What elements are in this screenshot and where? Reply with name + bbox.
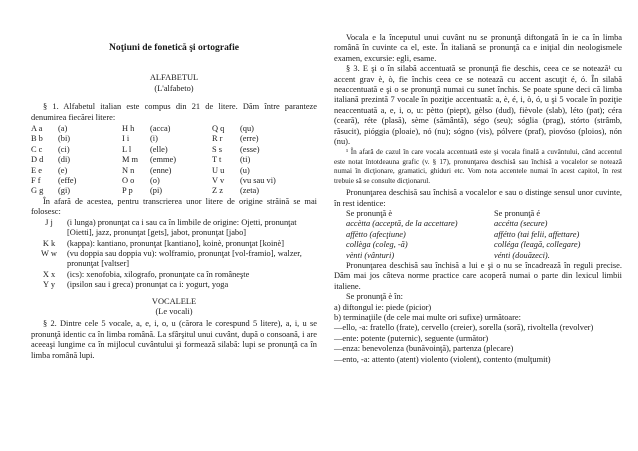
pair-row xyxy=(334,219,622,229)
alphabet-cell: M m xyxy=(122,155,139,165)
alphabet-cell: C c xyxy=(31,144,43,154)
foreign-letter-item xyxy=(31,280,317,290)
pair-row xyxy=(334,230,622,240)
pair-open-word: accètta (acceptă, de la accettare) xyxy=(346,219,458,229)
foreign-letter-key: Y y xyxy=(42,280,56,290)
pair-open-word: vènti (vânturi) xyxy=(346,250,395,260)
alphabet-row xyxy=(31,145,317,155)
foreign-letter-item xyxy=(31,218,317,239)
pair-closed-word: accétta (secure) xyxy=(494,219,548,229)
rules-list-item: —enza: benevolenza (bunăvoinţă), partenza (plecare) xyxy=(334,344,514,354)
alphabet-cell: (emme) xyxy=(150,155,177,165)
rules-list xyxy=(334,303,622,365)
alphabet-cell: V v xyxy=(212,176,225,186)
alphabet-cell: G g xyxy=(31,186,44,196)
foreign-letter-item xyxy=(31,249,317,270)
alphabet-cell: Z z xyxy=(212,186,223,196)
alphabet-cell: R r xyxy=(212,134,223,144)
distinction-paragraph: Pronunţarea deschisă sau închisă a vocalelor e sau o distinge sensul unor cuvinte, în rest identice: xyxy=(334,188,622,208)
left-column xyxy=(31,0,317,361)
alphabet-cell: E e xyxy=(31,165,42,175)
footnote: ¹ În afară de cazul în care vocala accentuată este şi vocala finală a cuvântului, când accentul este notat întotdeauna grafic (v. § 17), pronunţarea deschisă sau închisă a vocalelor se notează numai în dicţionare, gramatici, ghiduri etc. Vom nota accentele numai în acest capitol, în rest trebuie să se consulte dicţionarul. xyxy=(334,148,622,185)
alphabet-cell: (elle) xyxy=(150,144,168,154)
alphabet-cell: O o xyxy=(122,176,135,186)
rules-list-item: —ente: potente (puternic), seguente (următor) xyxy=(334,333,489,343)
alphabet-cell: H h xyxy=(122,124,135,134)
alphabet-cell: (a) xyxy=(58,124,68,134)
right-column xyxy=(334,33,622,365)
foreign-letters-list xyxy=(31,218,317,291)
pair-open-word: collèga (coleg, -ă) xyxy=(346,240,408,250)
pairs-header-open: Se pronunţă è xyxy=(346,208,393,218)
page-title: Noţiuni de fonetică şi ortografie xyxy=(108,42,240,53)
alphabet-row xyxy=(31,155,317,165)
alphabet-cell: (di) xyxy=(58,155,71,165)
pair-row xyxy=(334,240,622,250)
alphabet-cell: (u) xyxy=(240,165,250,175)
vocalele-heading: VOCALELE xyxy=(151,296,197,306)
foreign-letter-key: J j xyxy=(45,217,53,227)
pairs-header-closed: Se pronunţă é xyxy=(494,208,541,218)
alphabet-cell: (pi) xyxy=(150,186,163,196)
foreign-letter-key: K k xyxy=(42,238,56,248)
section-3-paragraph: § 3. E şi o în silabă accentuată se pronunţă fie deschis, ceea ce se notează¹ cu accent grav è, ò, fie închis ceea ce se notează cu accent ascuţit é, ó. În silabă neaccentuată e şi o se pronunţă numai cu sunet închis. Se poate spune deci că limba italiană prezintă 7 vocale în poziţie accentuată: a, è, é, i, ò, ó, u şi 5 vocale în poziţie neaccentuată a, e, i, o, u: pètto (piept), gèlso (dud), fièvole (slab), léto (pat); céra (ceară), réte (plasă), sème (sământă), ségo (seu); sóglia (prag), stórto (strâmb, răsucit), pióggia (ploaie), nó (nu); sógno (vis), pólvere (praf), piovóso (ploios), nón (nu). xyxy=(334,64,622,147)
pairs-header xyxy=(334,209,622,219)
rules-list-item: —ento, -a: attento (atent) violento (violent), contento (mulţumit) xyxy=(334,354,551,364)
rules-list-item: a) diftongul ie: piede (picior) xyxy=(334,302,432,312)
pairs-list xyxy=(334,219,622,261)
alphabet-cell: B b xyxy=(31,134,43,144)
alphabet-cell: (effe) xyxy=(58,176,77,186)
foreign-letter-key: X x xyxy=(42,269,56,279)
alphabet-cell: D d xyxy=(31,155,44,165)
pair-closed-word: colléga (leagă, collegare) xyxy=(494,240,581,250)
alphabet-cell: (gi) xyxy=(58,186,71,196)
alphabet-row xyxy=(31,186,317,196)
alphabet-cell: (zeta) xyxy=(240,186,260,196)
alphabet-cell: S s xyxy=(212,144,223,154)
rules-list-item: b) terminaţiile (de cele mai multe ori sufixe) următoare: xyxy=(334,312,521,322)
alphabet-cell: (qu) xyxy=(240,124,254,134)
alphabet-cell: F f xyxy=(31,176,41,186)
alfabetul-heading: ALFABETUL xyxy=(149,73,199,83)
alfabetul-subheading: (L'alfabeto) xyxy=(154,83,194,93)
alphabet-cell: (enne) xyxy=(150,165,172,175)
section-1-text: Alfabetul italian este compus din 21 de litere. Dăm între paranteze denumirea fiecărei litere: xyxy=(31,102,317,122)
alphabet-row xyxy=(31,166,317,176)
rules-paragraph: Pronunţarea deschisă sau închisă a lui e şi o nu se încadrează în reguli precise. Dăm mai jos câteva norme practice care acoperă numai o parte din lexicul limbii italiene. xyxy=(334,260,622,291)
alphabet-table xyxy=(31,124,317,197)
alphabet-cell: (erre) xyxy=(240,134,259,144)
pair-closed-word: affétto (tai felii, affettare) xyxy=(494,229,580,239)
foreign-letter-key: W w xyxy=(41,248,57,258)
foreign-letter-item xyxy=(31,270,317,280)
alphabet-cell: (acca) xyxy=(150,124,171,134)
alphabet-cell: (e) xyxy=(58,165,68,175)
foreign-letter-desc: (i lunga) pronunţat ca i sau ca în limbile de origine: Ojetti, pronunţat [Oietti], jazz, pronunţat [gets], jabot, pronunţat [jabo] xyxy=(67,217,297,238)
pronounced-open-heading: Se pronunţă è în: xyxy=(346,292,403,302)
alphabet-cell: (vu sau vi) xyxy=(240,176,276,186)
alphabet-cell: (ci) xyxy=(58,144,70,154)
pair-open-word: affètto (afecţiune) xyxy=(346,229,406,239)
alphabet-cell: (ti) xyxy=(240,155,251,165)
alphabet-cell: (o) xyxy=(150,176,160,186)
pair-closed-word: vénti (douăzeci). xyxy=(494,250,550,260)
alphabet-cell: Q q xyxy=(212,124,225,134)
section-1-intro xyxy=(31,102,317,123)
alphabet-row xyxy=(31,124,317,134)
alphabet-cell: T t xyxy=(212,155,222,165)
foreign-letter-desc: (ics): xenofobia, xilografo, pronunţate ca în româneşte xyxy=(67,269,250,279)
section-1-label: § 1. xyxy=(43,102,59,112)
alphabet-row xyxy=(31,176,317,186)
alphabet-cell: (esse) xyxy=(240,144,260,154)
alphabet-cell: P p xyxy=(122,186,133,196)
pair-row xyxy=(334,251,622,261)
vowel-e-paragraph: Vocala e la începutul unui cuvânt nu se pronunţă diftongată în ie ca în limba română în cuvinte ca el, este. În italiană se pronunţă ca e iniţial din neologismele examen, excursie: egli, esame. xyxy=(334,33,622,63)
foreign-letter-desc: (ipsilon sau i greca) pronunţat ca i: yogurt, yoga xyxy=(67,280,229,290)
alphabet-cell: (bi) xyxy=(58,134,71,144)
foreign-letter-item xyxy=(31,239,317,249)
alphabet-cell: A a xyxy=(31,124,43,134)
foreign-letter-desc: (vu doppia sau doppia vu): wolframio, pronunţat [vol-framio], walzer, pronunţat [valtser] xyxy=(67,248,302,269)
alphabet-cell: L l xyxy=(122,144,132,154)
alphabet-row xyxy=(31,134,317,144)
alphabet-cell: I i xyxy=(122,134,130,144)
alphabet-cell: N n xyxy=(122,165,135,175)
alphabet-cell: (i) xyxy=(150,134,158,144)
alphabet-cell: U u xyxy=(212,165,225,175)
section-2-paragraph: § 2. Dintre cele 5 vocale, a, e, i, o, u (cărora le corespund 5 litere), a, i, u se pronunţă identic ca în limba română. La sfârşitul unui cuvânt, după o consoană, i are aceeaşi lungime ca în mijlocul cuvântului şi formează silabă: lupi se pronunţă ca în limba română lupi. xyxy=(31,319,317,360)
foreign-letter-desc: (kappa): kantiano, pronunţat [kantiano], koinè, pronunţat [koinè] xyxy=(67,238,284,248)
vocalele-subheading: (Le vocali) xyxy=(155,306,193,316)
foreign-letters-intro: În afară de acestea, pentru transcrierea unor litere de origine străină se mai folosesc: xyxy=(31,196,317,217)
rules-list-item: —ello, -a: fratello (frate), cervello (creier), sorella (soră), rivoltella (revolver) xyxy=(334,323,594,333)
